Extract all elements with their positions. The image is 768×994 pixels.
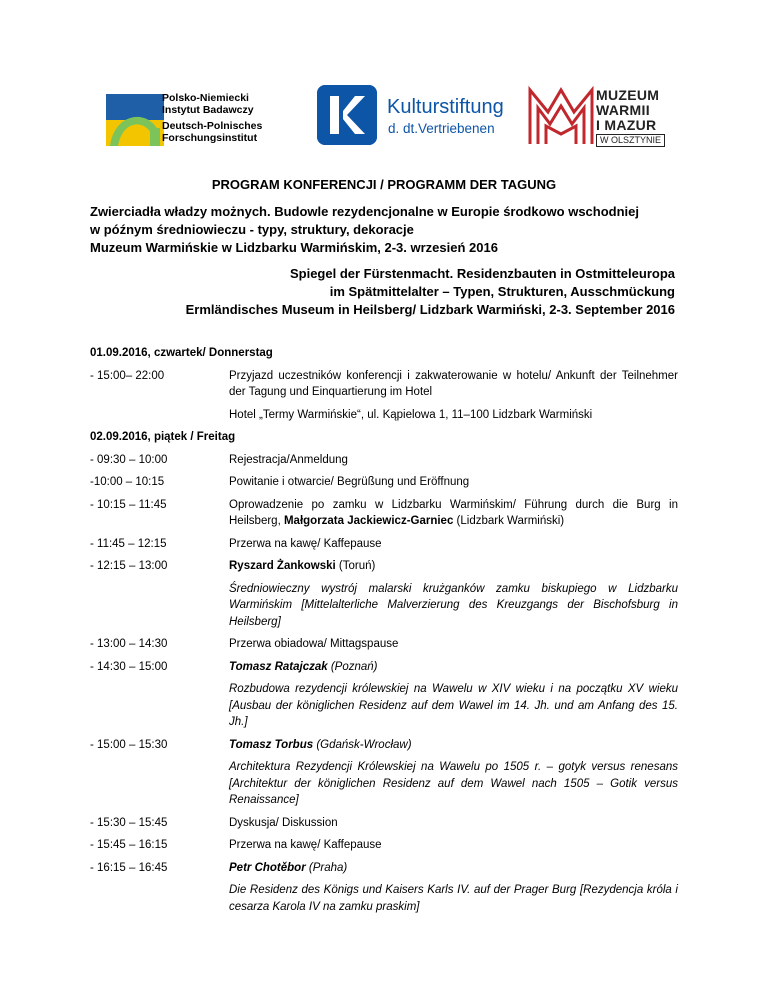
- kulturstiftung-name: Kulturstiftung: [387, 96, 504, 118]
- schedule-row: [90, 474, 678, 491]
- schedule-row: [90, 860, 678, 916]
- kulturstiftung-logo: [317, 85, 517, 145]
- talk-title: Architektura Rezydencji Królewskiej na Wawelu po 1505 r. – gotyk versus renesans [Architektur der königlichen Residenz auf dem Wawel nach 1505 – Gotik versus Renaissance]: [229, 761, 678, 806]
- museum-line-1: MUZEUM: [596, 87, 660, 103]
- schedule-row: [90, 536, 678, 553]
- speaker-place: (Praha): [305, 861, 348, 874]
- event-text: Przerwa obiadowa/ Mittagspause: [229, 638, 399, 650]
- kulturstiftung-sub: d. dt.Vertriebenen: [388, 121, 495, 136]
- time-slot: -10:00 – 10:15: [90, 476, 165, 488]
- schedule-row: [90, 636, 678, 653]
- museum-logo: [528, 84, 688, 150]
- speaker-name: Tomasz Ratajczak: [229, 660, 328, 673]
- speaker-place: (Toruń): [335, 560, 376, 572]
- time-slot: - 11:45 – 12:15: [90, 537, 167, 550]
- time-slot: - 13:00 – 14:30: [90, 638, 168, 650]
- day-1-label: 01.09.2016, czwartek/ Donnerstag: [90, 347, 273, 359]
- pnib-line-2: Instytut Badawczy: [162, 103, 254, 116]
- hotel-address: Hotel „Termy Warmińskie“, ul. Kąpielowa 1, 11–100 Lidzbark Warmiński: [229, 408, 593, 421]
- speaker-name: Małgorzata Jackiewicz-Garniec: [283, 515, 454, 527]
- title-german: [75, 265, 675, 319]
- time-slot: - 09:30 – 10:00: [90, 453, 168, 466]
- title-pl-line-3: Muzeum Warmińskie w Lidzbarku Warmińskim, 2-3. wrzesień 2016: [90, 240, 498, 255]
- schedule-row: [90, 452, 678, 469]
- arch-icon: [106, 94, 164, 146]
- title-de-line-3: Ermländisches Museum in Heilsberg/ Lidzbark Warmiński, 2-3. September 2016: [185, 302, 675, 317]
- title-de-line-1: Spiegel der Fürstenmacht. Residenzbauten in Ostmitteleuropa: [289, 266, 675, 281]
- schedule: [90, 345, 678, 921]
- event-text: Rejestracja/Anmeldung: [229, 453, 348, 466]
- time-slot: - 16:15 – 16:45: [90, 861, 168, 874]
- title-pl-line-1: Zwierciadła władzy możnych. Budowle rezydencjonalne w Europie środkowo wschodniej: [90, 204, 640, 219]
- event-text: Oprowadzenie po zamku w Lidzbarku Warmińskim/ Führung durch die Burg in Heilsberg,: [229, 498, 678, 527]
- museum-line-3: I MAZUR: [596, 117, 657, 133]
- pnib-line-1: Polsko-Niemiecki: [162, 92, 249, 104]
- schedule-row: [90, 497, 678, 530]
- event-text: Przerwa na kawę/ Kaffepause: [229, 839, 382, 851]
- speaker-name: Petr Chotěbor: [229, 861, 306, 874]
- speaker-place: (Poznań): [327, 660, 378, 673]
- talk-title: Die Residenz des Königs und Kaisers Karls IV. auf der Prager Burg [Rezydencja króla i cesarza Karola IV na zamku praskim]: [229, 884, 678, 913]
- schedule-row: [90, 837, 678, 854]
- logo-bar: [0, 82, 768, 154]
- day-2-label: 02.09.2016, piątek / Freitag: [90, 431, 236, 443]
- pnib-line-4: Forschungsinstitut: [162, 131, 258, 144]
- schedule-row: [90, 659, 678, 731]
- event-text: Powitanie i otwarcie/ Begrüßung und Eröffnung: [229, 476, 470, 488]
- speaker-name: Ryszard Żankowski: [229, 560, 336, 572]
- schedule-row: [90, 815, 678, 832]
- schedule-row: [90, 368, 678, 424]
- museum-m-icon: [528, 84, 594, 146]
- talk-title: Rozbudowa rezydencji królewskiej na Wawelu w XIV wieku i na początku XV wieku [Ausbau der königlichen Residenz auf dem Wawel im 14. Jh. und am Anfang des 15. Jh.]: [229, 683, 678, 728]
- speaker-name: Tomasz Torbus: [229, 738, 314, 751]
- title-polish: [90, 203, 690, 257]
- event-text: Przyjazd uczestników konferencji i zakwaterowanie w hotelu/ Ankunft der Teilnehmer der Tagung und Einquartierung im Hotel: [229, 369, 678, 398]
- event-text: Przerwa na kawę/ Kaffepause: [229, 537, 382, 550]
- title-de-line-2: im Spätmittelalter – Typen, Strukturen, Ausschmückung: [329, 284, 675, 299]
- talk-title: Średniowieczny wystrój malarski krużganków zamku biskupiego w Lidzbarku Warmińskim [Mittelalterliche Malverzierung des Kreuzgangs der Bischofsburg in Heilsberg]: [229, 582, 678, 628]
- event-text: Dyskusja/ Diskussion: [229, 816, 338, 829]
- time-slot: - 15:45 – 16:15: [90, 839, 168, 851]
- schedule-row: [90, 737, 678, 809]
- time-slot: - 10:15 – 11:45: [90, 498, 167, 511]
- time-slot: - 15:00– 22:00: [90, 369, 165, 382]
- page-title: PROGRAM KONFERENCJI / PROGRAMM DER TAGUNG: [211, 177, 557, 192]
- time-slot: - 12:15 – 13:00: [90, 560, 168, 572]
- time-slot: - 14:30 – 15:00: [90, 660, 168, 673]
- time-slot: - 15:00 – 15:30: [90, 738, 168, 751]
- speaker-place: (Lidzbark Warmiński): [453, 515, 565, 527]
- kulturstiftung-mark-icon: [317, 85, 377, 145]
- schedule-row: [90, 558, 678, 630]
- museum-line-4: W OLSZTYNIE: [596, 134, 665, 147]
- pnib-logo: [96, 92, 306, 146]
- pnib-line-3: Deutsch-Polnisches: [162, 120, 263, 132]
- title-pl-line-2: w późnym średniowieczu - typy, struktury, dekoracje: [90, 222, 414, 237]
- time-slot: - 15:30 – 15:45: [90, 816, 168, 829]
- museum-line-2: WARMII: [596, 102, 650, 118]
- speaker-place: (Gdańsk-Wrocław): [313, 738, 412, 751]
